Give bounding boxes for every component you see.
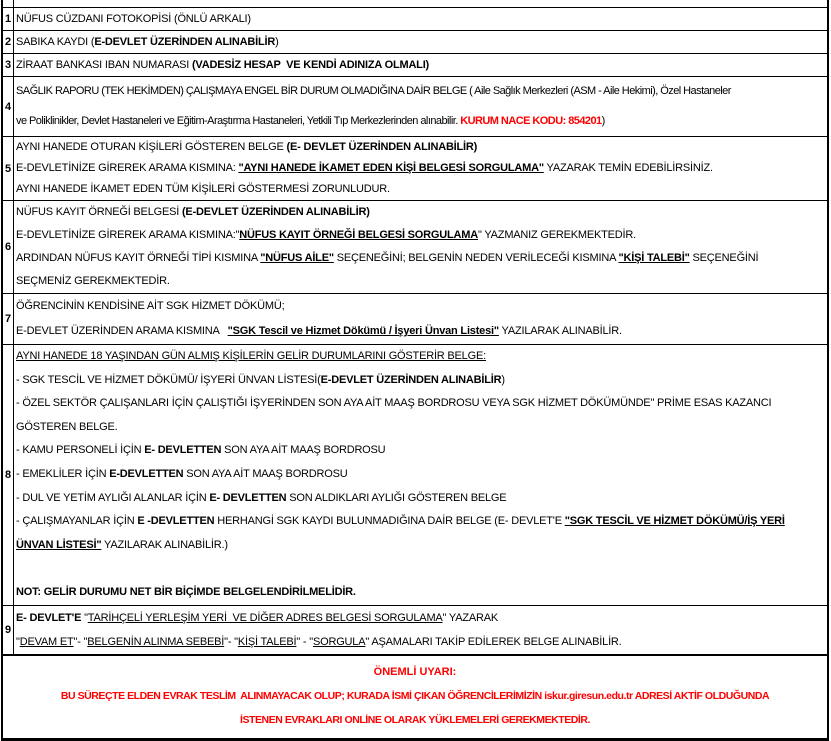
text-segment: ) (601, 114, 605, 127)
text-segment: ) (275, 36, 279, 48)
row-number: 1 (3, 8, 14, 30)
text-segment: NÜFUS CÜZDANI FOTOKOPİSİ (ÖNLÜ ARKALI) (16, 13, 251, 25)
text-line (16, 158, 825, 179)
text-segment: YAZARAK TEMİN EDEBİLİRSİNİZ. (543, 162, 713, 174)
text-segment: KİŞİ TALEBİ (237, 635, 297, 648)
text-segment: SON AYA AİT MAAŞ BORDROSU (221, 444, 386, 457)
text-line (16, 463, 825, 487)
row-content (14, 0, 827, 7)
text-segment: " YAZARAK (442, 611, 499, 624)
text-segment: ve Poliklinikler, Devlet Hastaneleri ve Eğitim-Araştırma Hastaneleri, Yetkili Tıp Merkezlerinden alınabilir. (16, 114, 461, 127)
row-number: 7 (3, 294, 14, 344)
text-segment: "- " (73, 635, 88, 648)
text-segment: DEVAM ET (19, 635, 74, 648)
text-segment: (E-DEVLET ÜZERİNDEN ALINABİLİR) (181, 206, 370, 218)
text-segment: SEÇENEĞİNİ (689, 252, 759, 264)
table-row (3, 53, 827, 76)
table-row (3, 605, 827, 654)
text-line (16, 247, 825, 270)
text-segment: " AŞAMALARI TAKİP EDİLEREK BELGE ALINABİLİR. (365, 635, 622, 648)
text-line (16, 137, 825, 158)
text-segment: E-DEVLETTEN (109, 467, 184, 480)
text-segment: E-DEVLETİNİZE GİREREK ARAMA KISMINA:" (16, 229, 240, 241)
text-line (16, 224, 825, 247)
row-number: 2 (3, 31, 14, 53)
text-segment: ) (501, 373, 505, 386)
warning-box (3, 654, 827, 738)
row-number: 5 (3, 137, 14, 200)
table-row (3, 7, 827, 30)
row-content (14, 54, 827, 76)
text-segment: TARİHÇELİ YERLEŞİM YERİ VE DİĞER ADRES BELGESİ SORGULAMA (87, 611, 443, 624)
text-line (16, 270, 825, 293)
text-segment: AYNI HANEDE İKAMET EDEN TÜM KİŞİLERİ GÖSTERMESİ ZORUNLUDUR. (16, 183, 390, 195)
text-segment: (E- DEVLET ÜZERİNDEN ALINABİLİR) (286, 141, 478, 153)
text-segment: AYNI HANEDE 18 YAŞINDAN GÜN ALMIŞ KİŞİLERİN GELİR DURUMLARINI GÖSTERİR BELGE: (16, 350, 486, 362)
row-content (14, 8, 827, 30)
requirements-table-rows (3, 7, 827, 654)
text-segment: - KAMU PERSONELİ İÇİN (16, 444, 145, 457)
row-content (14, 606, 827, 654)
text-segment: SON AYA AİT MAAŞ BORDROSU (183, 467, 348, 480)
text-segment: E- DEVLETTEN (144, 444, 222, 457)
text-line (16, 581, 825, 605)
text-line (16, 534, 825, 558)
requirements-table (1, 0, 829, 741)
table-row (3, 344, 827, 605)
text-segment: AYNI HANEDE OTURAN KİŞİLERİ GÖSTEREN BELGE (16, 141, 287, 153)
warning-line: İSTENEN EVRAKLARI ONLİNE OLARAK YÜKLEMELERİ GEREKMEKTEDİR. (240, 713, 590, 726)
text-segment: SABIKA KAYDI ( (16, 36, 95, 48)
text-segment: ARDINDAN NÜFUS KAYIT ÖRNEĞİ TİPİ KISMINA (16, 252, 261, 264)
table-row (3, 136, 827, 200)
text-line (16, 77, 825, 107)
text-line (16, 54, 825, 76)
text-line (16, 319, 825, 344)
text-segment: E-DEVLETİNİZE GİREREK ARAMA KISMINA: (16, 162, 239, 174)
text-line (16, 294, 825, 319)
text-line (16, 557, 825, 581)
text-segment: - ÇALIŞMAYANLAR İÇİN (16, 515, 138, 528)
text-segment: "AYNI HANEDE İKAMET EDEN KİŞİ BELGESİ SORGULAMA" (238, 162, 544, 174)
text-segment: E-DEVLET ÜZERİNDEN ALINABİLİR (94, 36, 276, 48)
row-content (14, 294, 827, 344)
cut-off-row (3, 0, 827, 7)
table-row (3, 30, 827, 53)
text-segment: - SGK TESCİL VE HİZMET DÖKÜMÜ/ İŞYERİ ÜNVAN LİSTESİ( (16, 373, 321, 386)
text-segment: "SGK Tescil ve Hizmet Dökümü / İşyeri Ünvan Listesi" (227, 325, 499, 337)
text-line (16, 31, 825, 53)
text-line (16, 392, 825, 416)
text-segment: SON ALDIKLARI AYLIĞI GÖSTEREN BELGE (286, 491, 507, 504)
row-number: 8 (3, 345, 14, 605)
text-segment: ÜNVAN LİSTESİ" (16, 538, 102, 551)
text-line (16, 487, 825, 511)
text-line (16, 201, 825, 224)
row-number: 6 (3, 201, 14, 293)
text-segment: E-DEVLET ÜZERİNDEN ALINABİLİR (320, 373, 502, 386)
warning-title: ÖNEMLİ UYARI: (373, 665, 457, 678)
text-segment: - DUL VE YETİM AYLIĞI ALANLAR İÇİN (16, 491, 210, 504)
text-segment: SORGULA (312, 635, 366, 648)
row-number (3, 0, 14, 7)
text-segment: (VADESİZ HESAP VE KENDİ ADINIZA OLMALI) (191, 59, 430, 71)
text-line (16, 416, 825, 440)
text-segment: E- DEVLET'E (16, 611, 85, 624)
text-segment: E-DEVLET ÜZERİNDEN ARAMA KISMINA (16, 325, 228, 337)
text-segment: "KİŞİ TALEBİ" (618, 252, 690, 264)
text-segment: SAĞLIK RAPORU (TEK HEKİMDEN) ÇALIŞMAYA ENGEL BİR DURUM OLMADIĞINA DAİR BELGE ( Aile Sağlık Merkezleri (ASM - Aile Hekimi), Özel Hastaneler (16, 85, 731, 97)
row-content (14, 345, 827, 605)
row-content (14, 77, 827, 136)
text-segment: - ÖZEL SEKTÖR ÇALIŞANLARI İÇİN ÇALIŞTIĞI İŞYERİNDEN SON AYA AİT MAAŞ BORDROSU VEYA SGK HİZMET DÖKÜMÜNDE" PRİME ESAS KAZANCI (16, 397, 772, 410)
text-line (16, 179, 825, 200)
text-line (16, 630, 825, 654)
row-content (14, 201, 827, 293)
text-line (16, 510, 825, 534)
text-segment: "SGK TESCİL VE HİZMET DÖKÜMÜ/İŞ YERİ (564, 515, 785, 528)
text-line (16, 369, 825, 393)
text-segment: E- DEVLETTEN (209, 491, 287, 504)
text-segment: SEÇENEĞİNİ; BELGENİN NEDEN VERİLECEĞİ KISMINA (333, 252, 619, 264)
text-segment: ZİRAAT BANKASI IBAN NUMARASI (16, 59, 192, 71)
text-segment: HERHANGİ SGK KAYDI BULUNMADIĞINA DAİR BELGE (E- DEVLET'E (214, 515, 565, 528)
text-segment: NÜFUS KAYIT ÖRNEĞİ BELGESİ (16, 206, 182, 218)
text-segment: "- " (224, 635, 238, 648)
text-segment: GÖSTEREN BELGE. (16, 420, 118, 433)
text-line (16, 439, 825, 463)
text-segment: " - " (296, 635, 313, 648)
text-segment: NOT: GELİR DURUMU NET BİR BİÇİMDE BELGELENDİRİLMELİDİR. (16, 585, 356, 598)
row-number: 9 (3, 606, 14, 654)
text-segment: "NÜFUS AİLE" (260, 252, 334, 264)
row-number: 4 (3, 77, 14, 136)
text-segment: SEÇMENİZ GEREKMEKTEDİR. (16, 275, 170, 287)
text-segment: ÖĞRENCİNİN KENDİSİNE AİT SGK HİZMET DÖKÜMÜ; (16, 300, 285, 312)
table-row (3, 76, 827, 136)
row-number: 3 (3, 54, 14, 76)
row-content (14, 137, 827, 200)
text-segment: " (84, 611, 88, 624)
text-segment: NÜFUS KAYIT ÖRNEĞİ BELGESİ SORGULAMA (239, 229, 478, 241)
text-line (16, 107, 825, 137)
row-content (14, 31, 827, 53)
text-segment: - EMEKLİLER İÇİN (16, 467, 110, 480)
text-segment: KURUM NACE KODU: 854201 (460, 114, 602, 127)
warning-line: BU SÜREÇTE ELDEN EVRAK TESLİM ALINMAYACAK OLUP; KURADA İSMİ ÇIKAN ÖĞRENCİLERİMİZİN iskur.giresun.edu.tr ADRESİ AKTİF OLDUĞUNDA (60, 689, 770, 702)
table-row (3, 200, 827, 293)
text-segment: E -DEVLETTEN (137, 515, 215, 528)
text-line (16, 345, 825, 369)
text-line (16, 8, 825, 30)
table-row (3, 293, 827, 344)
document-page (1, 0, 829, 741)
text-segment: YAZILARAK ALINABİLİR.) (101, 538, 228, 551)
text-segment: YAZILARAK ALINABİLİR. (498, 325, 622, 337)
text-segment: BELGENİN ALINMA SEBEBİ (87, 635, 225, 648)
text-line (16, 606, 825, 630)
text-segment: " (16, 635, 20, 648)
text-segment: " YAZMANIZ GEREKMEKTEDİR. (477, 229, 637, 241)
